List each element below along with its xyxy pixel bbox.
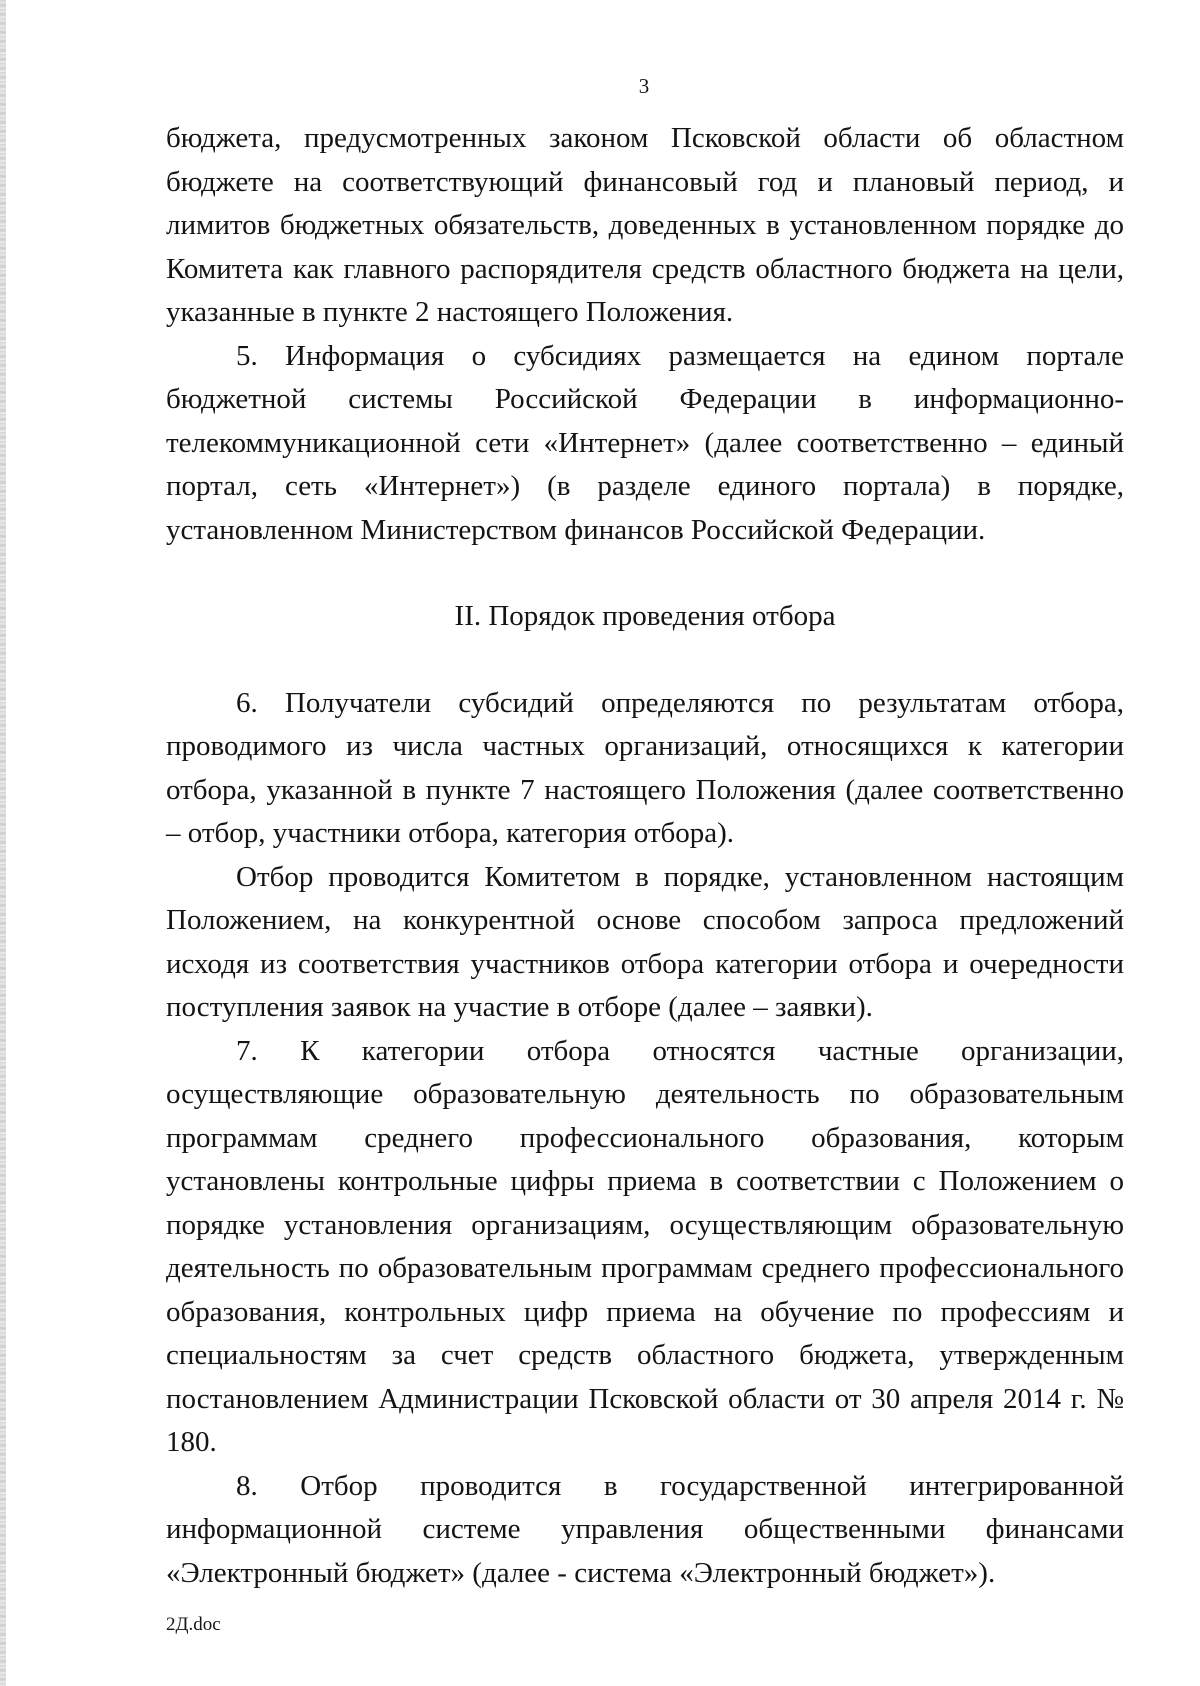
paragraph-5: 5. Информация о субсидиях размещается на едином портале бюджетной системы Российской Федерации в информационно-телекоммуникационной сети «Интернет» (далее соответственно – единый портал, сеть «Интернет») (в разделе единого портала) в порядке, установленном Министерством финансов Российской Федерации. (166, 339, 1124, 546)
paragraph-7: 7. К категории отбора относятся частные организации, осуществляющие образовательную деятельность по образовательным программам среднего профессионального образования, которым установлены контрольные цифры приема в соответствии с Положением о порядке установления организациям, осуществляющим образовательную деятельность по образовательным программам среднего профессионального образования, контрольных цифр приема на обучение по профессиям и специальностям за счет средств областного бюджета, утвержденным постановлением Администрации Псковской области от 30 апреля 2014 г. № 180. (166, 1034, 1124, 1458)
document-body (166, 117, 1124, 1595)
paragraph-6: 6. Получатели субсидий определяются по результатам отбора, проводимого из числа частных организаций, относящихся к категории отбора, указанной в пункте 7 настоящего Положения (далее соответственно – отбор, участники отбора, категория отбора). (166, 686, 1124, 849)
section-heading: II. Порядок проведения отбора (454, 600, 836, 632)
paragraph-8: 8. Отбор проводится в государственной интегрированной информационной системе управления общественными финансами «Электронный бюджет» (далее - система «Электронный бюджет»). (166, 1469, 1124, 1589)
scan-edge (0, 0, 6, 1686)
footer-file-name: 2Д.doc (166, 1614, 221, 1635)
paragraph-budget-continuation: бюджета, предусмотренных законом Псковской области об областном бюджете на соответствующий финансовый год и плановый период, и лимитов бюджетных обязательств, доведенных в установленном порядке до Комитета как главного распорядителя средств областного бюджета на цели, указанные в пункте 2 настоящего Положения. (166, 122, 1124, 328)
page-number: 3 (638, 74, 650, 98)
paragraph-6-selection: Отбор проводится Комитетом в порядке, установленном настоящим Положением, на конкурентной основе способом запроса предложений исходя из соответствия участников отбора категории отбора и очередности поступления заявок на участие в отборе (далее – заявки). (166, 860, 1124, 1023)
